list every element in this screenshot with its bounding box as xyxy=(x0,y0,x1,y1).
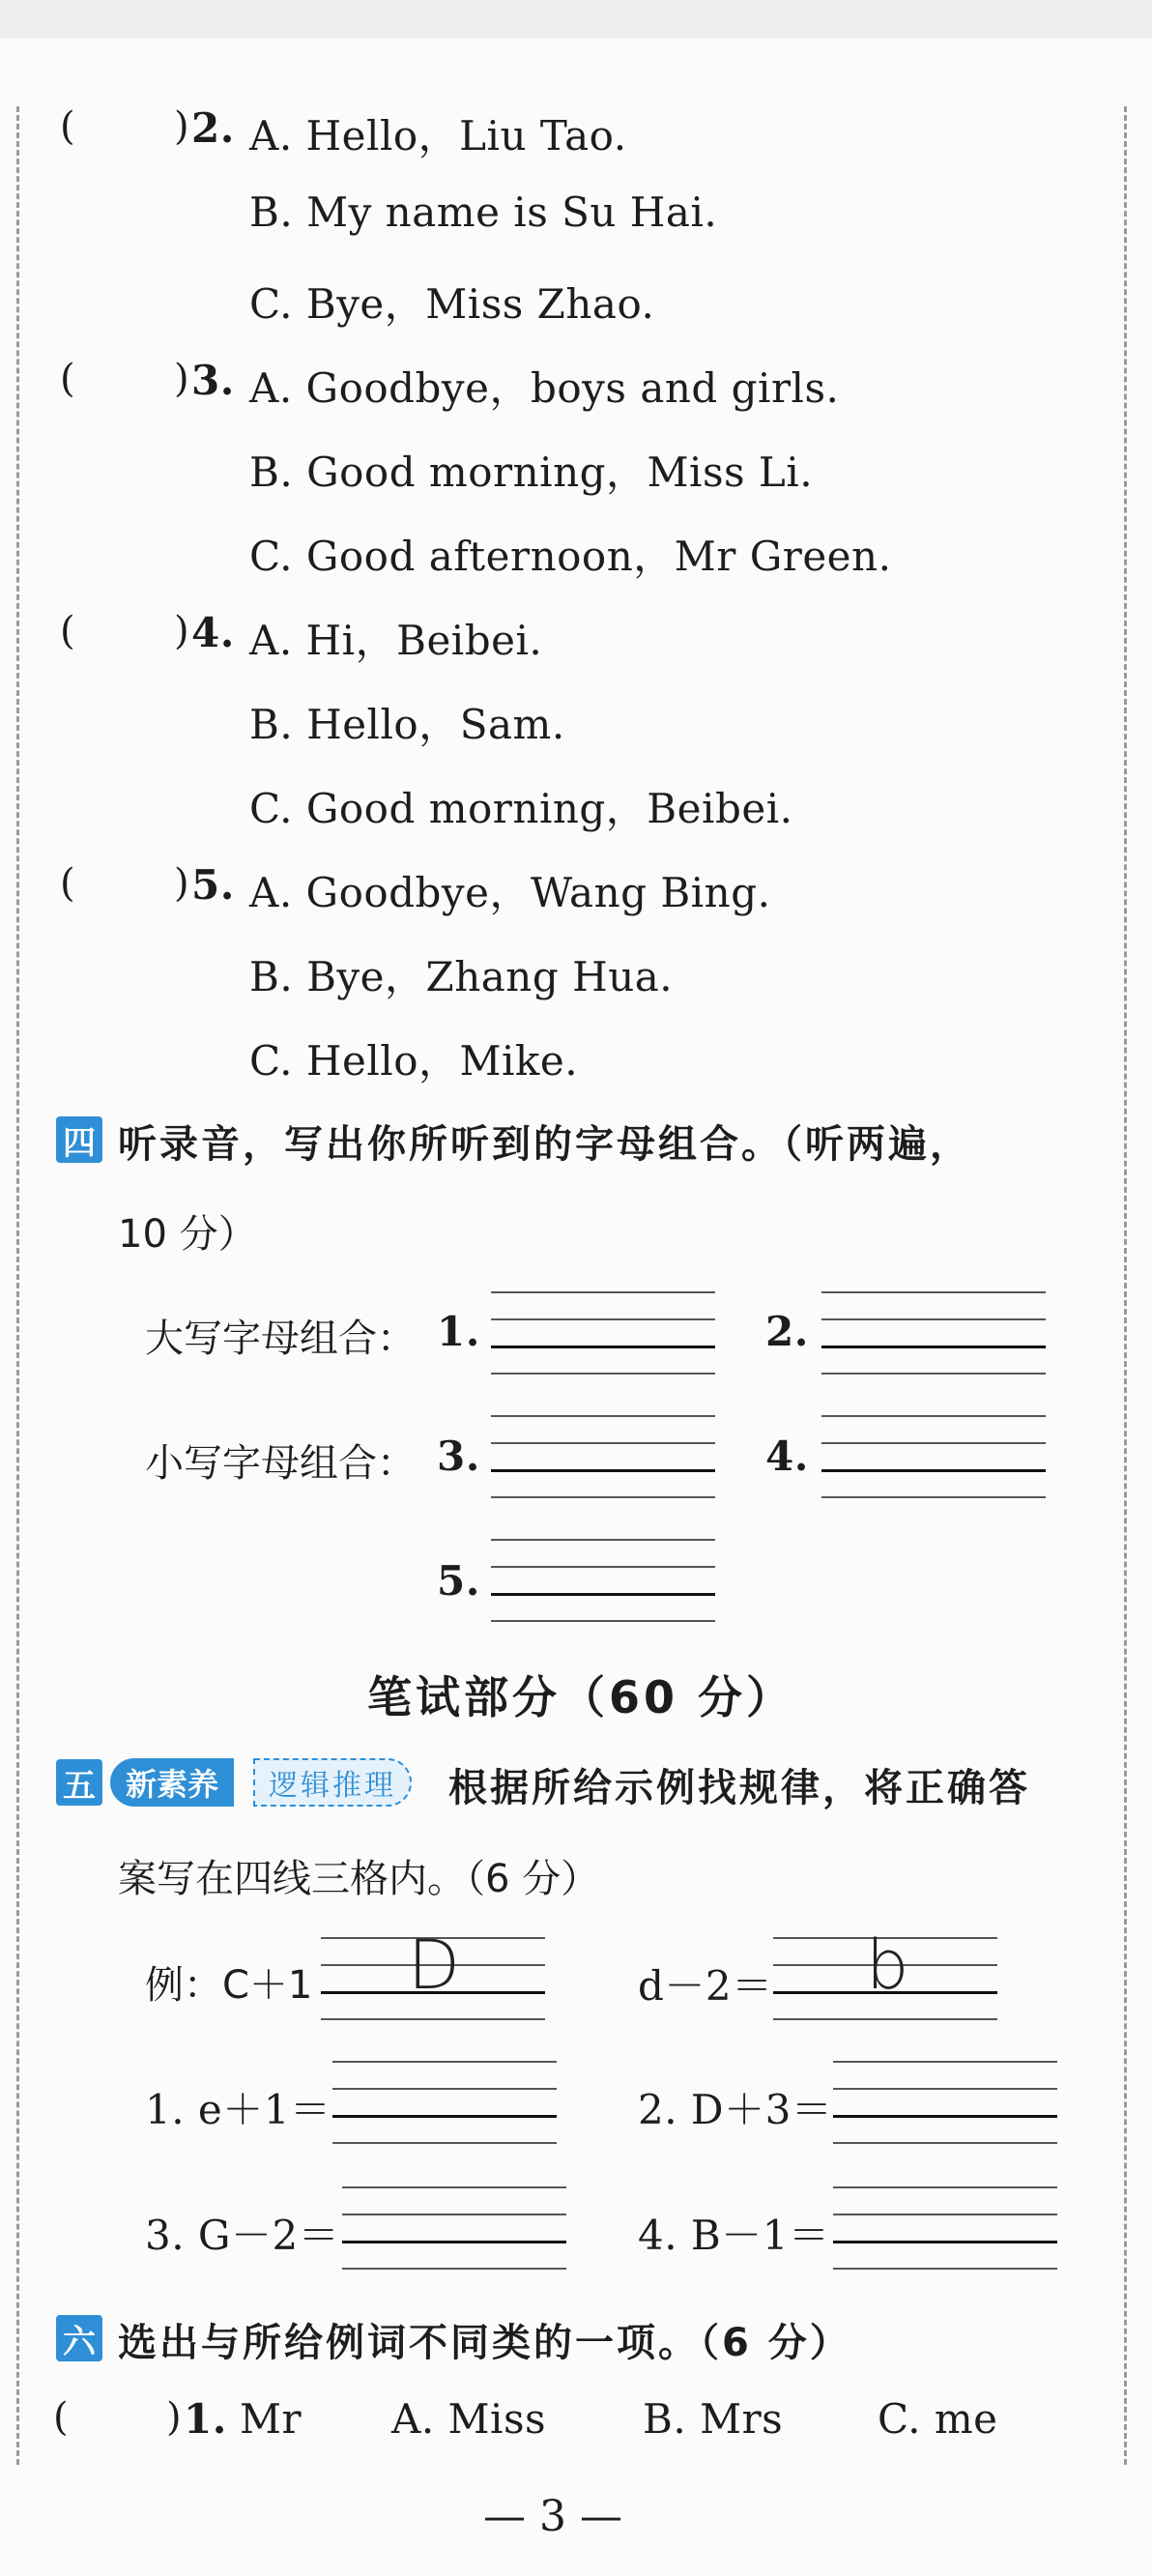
blank-number-5: 5. xyxy=(437,1557,480,1605)
question-5-3: 3. G－2＝ xyxy=(145,2212,340,2259)
section-4-title: 听录音，写出你所听到的字母组合。（听两遍， xyxy=(118,1122,971,1167)
question-number: 3. xyxy=(191,357,235,404)
option-b: B. Mrs xyxy=(643,2395,784,2443)
question-number: 4. xyxy=(191,609,235,656)
answer-lines-5-3[interactable] xyxy=(342,2186,566,2268)
writing-lines-2[interactable] xyxy=(821,1291,1046,1373)
option-a: A. Goodbye，Wang Bing. xyxy=(249,869,771,916)
question-number: 5. xyxy=(191,861,235,909)
answer-paren-open: ( xyxy=(60,357,75,401)
question-5-4: 4. B－1＝ xyxy=(638,2212,830,2259)
option-c: C. Bye，Miss Zhao. xyxy=(249,280,655,328)
answer-lines-5-2[interactable] xyxy=(833,2061,1057,2142)
option-b: B. Good morning，Miss Li. xyxy=(249,449,814,496)
page-number: — 3 — xyxy=(483,2492,622,2541)
answer-paren-open: ( xyxy=(60,609,75,653)
option-b: B. Hello，Sam. xyxy=(249,701,565,748)
option-a: A. Miss xyxy=(391,2395,547,2443)
section-6-badge: 六 xyxy=(56,2315,102,2361)
section-6-title: 选出与所给例词不同类的一项。（6 分） xyxy=(118,2321,851,2365)
answer-paren-close: ) xyxy=(174,104,189,149)
answer-lines-5-4[interactable] xyxy=(833,2186,1057,2268)
question-5-1: 1. e＋1＝ xyxy=(145,2086,331,2133)
option-b: B. My name is Su Hai. xyxy=(249,188,718,236)
top-margin-band xyxy=(0,0,1152,39)
uppercase-label: 大写字母组合： xyxy=(145,1317,416,1361)
option-a: A. Goodbye，boys and girls. xyxy=(249,364,840,412)
section-4-title-cont: 10 分） xyxy=(118,1212,257,1257)
answer-paren-open: ( xyxy=(60,104,75,149)
blank-number-1: 1. xyxy=(437,1308,480,1355)
section-5-title-cont: 案写在四线三格内。（6 分） xyxy=(118,1857,600,1901)
writing-lines-4[interactable] xyxy=(821,1415,1046,1496)
option-c: C. Good afternoon，Mr Green. xyxy=(249,533,892,580)
left-binding-dashline xyxy=(16,106,19,2465)
blank-number-2: 2. xyxy=(765,1308,809,1355)
right-binding-dashline xyxy=(1124,106,1127,2465)
tag-new-literacy: 新素养 xyxy=(110,1758,234,1807)
writing-lines-3[interactable] xyxy=(491,1415,715,1496)
example-1-lines xyxy=(321,1925,545,2018)
blank-number-3: 3. xyxy=(437,1433,480,1480)
option-c: C. Good morning，Beibei. xyxy=(249,785,793,832)
tag-logical-reasoning: 逻辑推理 xyxy=(253,1758,412,1807)
section-5-badge: 五 xyxy=(56,1759,102,1806)
question-number: 1. xyxy=(184,2395,227,2443)
blank-number-4: 4. xyxy=(765,1433,809,1480)
option-c: C. Hello，Mike. xyxy=(249,1037,579,1085)
example-2-lines xyxy=(773,1925,997,2018)
example-2-expression: d－2＝ xyxy=(638,1962,773,2010)
section-4-badge: 四 xyxy=(56,1116,102,1163)
answer-paren-open: ( xyxy=(53,2395,69,2440)
option-b: B. Bye，Zhang Hua. xyxy=(249,953,674,1000)
written-part-heading: 笔试部分（60 分） xyxy=(367,1671,795,1723)
writing-lines-1[interactable] xyxy=(491,1291,715,1373)
answer-paren-close: ) xyxy=(174,357,189,401)
example-1-expression: 例：C＋1 xyxy=(145,1963,313,2008)
option-c: C. me xyxy=(878,2395,998,2443)
example-2-answer: b xyxy=(866,1925,909,2005)
example-word: Mr xyxy=(240,2395,302,2443)
option-a: A. Hi，Beibei. xyxy=(249,617,543,664)
question-number: 2. xyxy=(191,104,235,152)
question-5-2: 2. D＋3＝ xyxy=(638,2086,833,2133)
example-1-answer: D xyxy=(408,1925,460,2005)
answer-paren-open: ( xyxy=(60,861,75,906)
lowercase-label: 小写字母组合： xyxy=(145,1441,416,1486)
answer-paren-close: ) xyxy=(166,2395,182,2440)
option-a: A. Hello，Liu Tao. xyxy=(249,112,627,159)
writing-lines-5[interactable] xyxy=(491,1539,715,1620)
answer-paren-close: ) xyxy=(174,861,189,906)
section-5-title: 根据所给示例找规律，将正确答 xyxy=(448,1766,1030,1810)
answer-paren-close: ) xyxy=(174,609,189,653)
answer-lines-5-1[interactable] xyxy=(332,2061,557,2142)
